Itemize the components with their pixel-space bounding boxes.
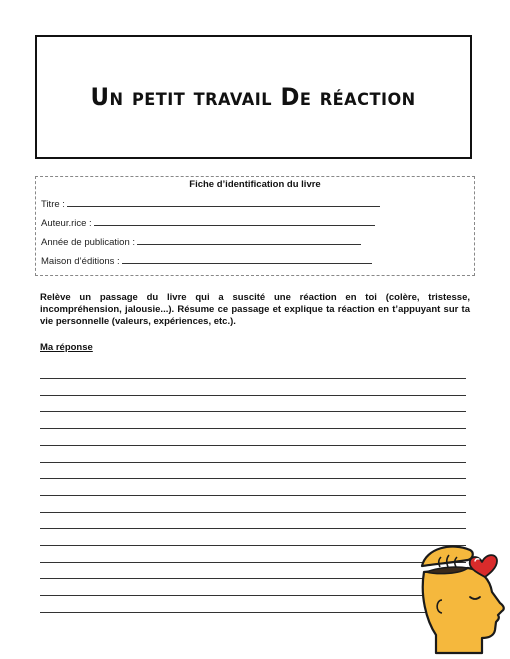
answer-line[interactable] (40, 612, 466, 613)
title-box (35, 35, 472, 159)
answer-line[interactable] (40, 512, 466, 513)
field-year-label: Année de publication : (41, 237, 136, 248)
answer-line[interactable] (40, 411, 466, 412)
answer-line[interactable] (40, 445, 466, 446)
answer-line[interactable] (40, 562, 466, 563)
field-title-label: Titre : (41, 199, 65, 210)
answer-line[interactable] (40, 462, 466, 463)
answer-line[interactable] (40, 428, 466, 429)
book-id-card (35, 176, 475, 276)
field-publisher-input-line[interactable] (122, 263, 372, 264)
answer-line[interactable] (40, 378, 466, 379)
page-title: Un petit travail De réaction (90, 83, 417, 111)
field-publisher (41, 253, 372, 267)
field-author-label: Auteur.rice : (41, 218, 92, 229)
answer-line[interactable] (40, 395, 466, 396)
book-id-heading: Fiche d’identification du livre (189, 179, 321, 190)
field-title-input-line[interactable] (67, 206, 380, 207)
open-head-heart-icon (412, 540, 507, 655)
head-shape (423, 568, 504, 653)
field-author-input-line[interactable] (94, 225, 375, 226)
field-title (41, 196, 380, 210)
answer-line[interactable] (40, 595, 466, 596)
field-publisher-label: Maison d’éditions : (41, 256, 120, 267)
answer-line[interactable] (40, 528, 466, 529)
answer-line[interactable] (40, 545, 466, 546)
answer-heading: Ma réponse (40, 342, 93, 353)
field-author (41, 215, 375, 229)
answer-line[interactable] (40, 478, 466, 479)
answer-line[interactable] (40, 495, 466, 496)
instructions-text: Relève un passage du livre qui a suscité une réaction en toi (colère, tristesse, incompréhension, jalousie...). Résume ce passage et explique ta réaction en t’appuyant sur ta vie personnelle (valeurs, expériences, etc.). (40, 292, 470, 327)
field-year-input-line[interactable] (137, 244, 361, 245)
answer-line[interactable] (40, 578, 466, 579)
field-year (41, 234, 361, 248)
